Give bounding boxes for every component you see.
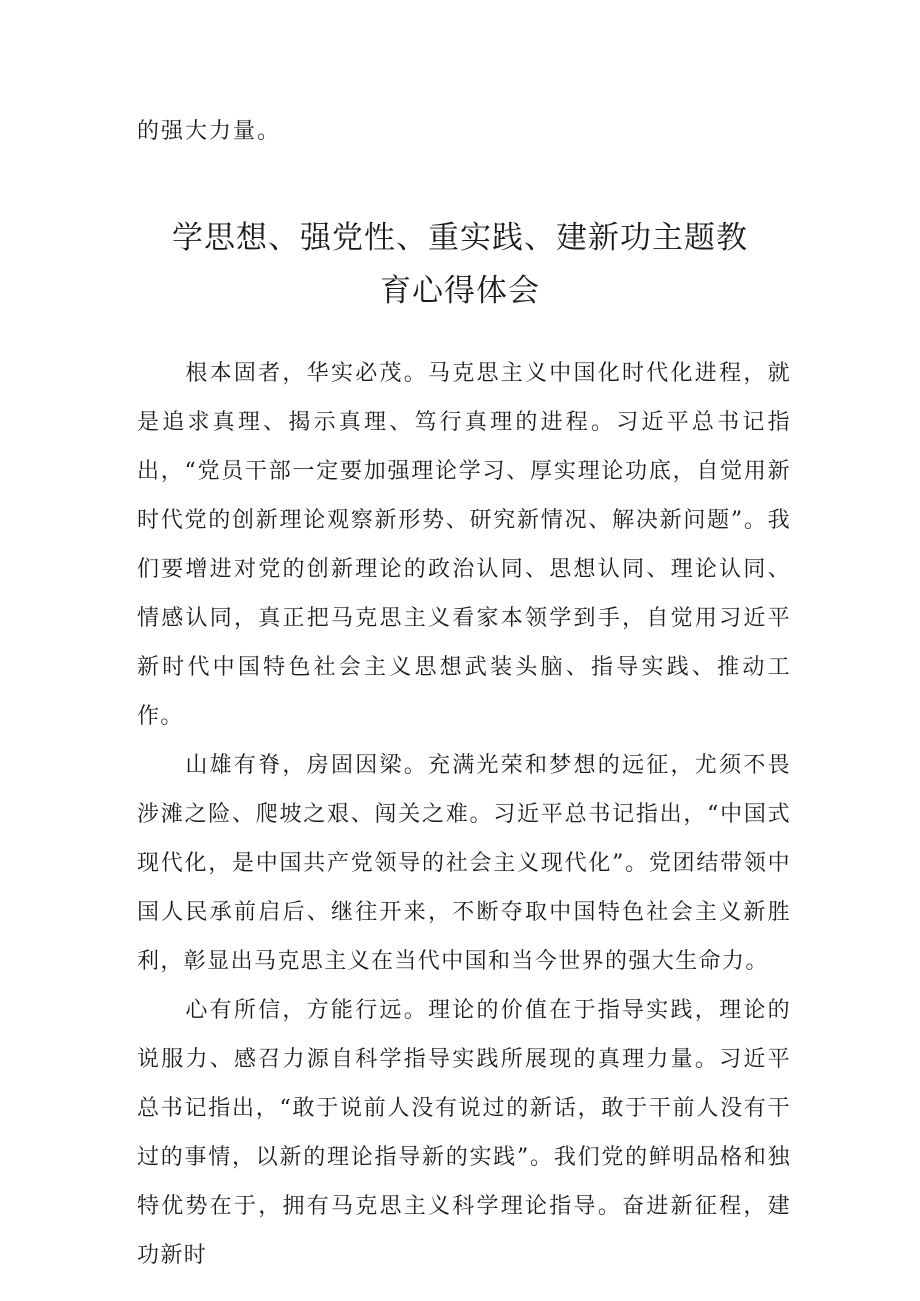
body-paragraph: 根本固者，华实必茂。马克思主义中国化时代化进程，就是追求真理、揭示真理、笃行真理的进程。习近平总书记指出，“党员干部一定要加强理论学习、厚实理论功底，自觉用新时代党的创新理论观察新形势、研究新情况、解决新问题”。我们要增进对党的创新理论的政治认同、思想认同、理论认同、情感认同，真正把马克思主义看家本领学到手，自觉用习近平新时代中国特色社会主义思想武装头脑、指导实践、推动工作。 xyxy=(137,361,791,729)
body-paragraph: 心有所信，方能行远。理论的价值在于指导实践，理论的说服力、感召力源自科学指导实践所展现的真理力量。习近平总书记指出，“敢于说前人没有说过的新话，敢于干前人没有干过的事情，以新的理论指导新的实践”。我们党的鲜明品格和独特优势在于，拥有马克思主义科学理论指导。奋进新征程，建功新时 xyxy=(137,998,791,1268)
previous-section-ending: 的强大力量。 xyxy=(137,119,282,144)
title-line-2: 育心得体会 xyxy=(380,273,540,309)
title-line-1: 学思想、强党性、重实践、建新功主题教 xyxy=(172,220,748,256)
body-paragraph: 山雄有脊，房固因梁。充满光荣和梦想的远征，尤须不畏涉滩之险、爬坡之艰、闯关之难。习近平总书记指出，“中国式现代化，是中国共产党领导的社会主义现代化”。党团结带领中国人民承前启后、继往开来，不断夺取中国特色社会主义新胜利，彰显出马克思主义在当代中国和当今世界的强大生命力。 xyxy=(137,753,791,974)
document-title xyxy=(110,212,810,318)
document-body xyxy=(137,349,791,1280)
